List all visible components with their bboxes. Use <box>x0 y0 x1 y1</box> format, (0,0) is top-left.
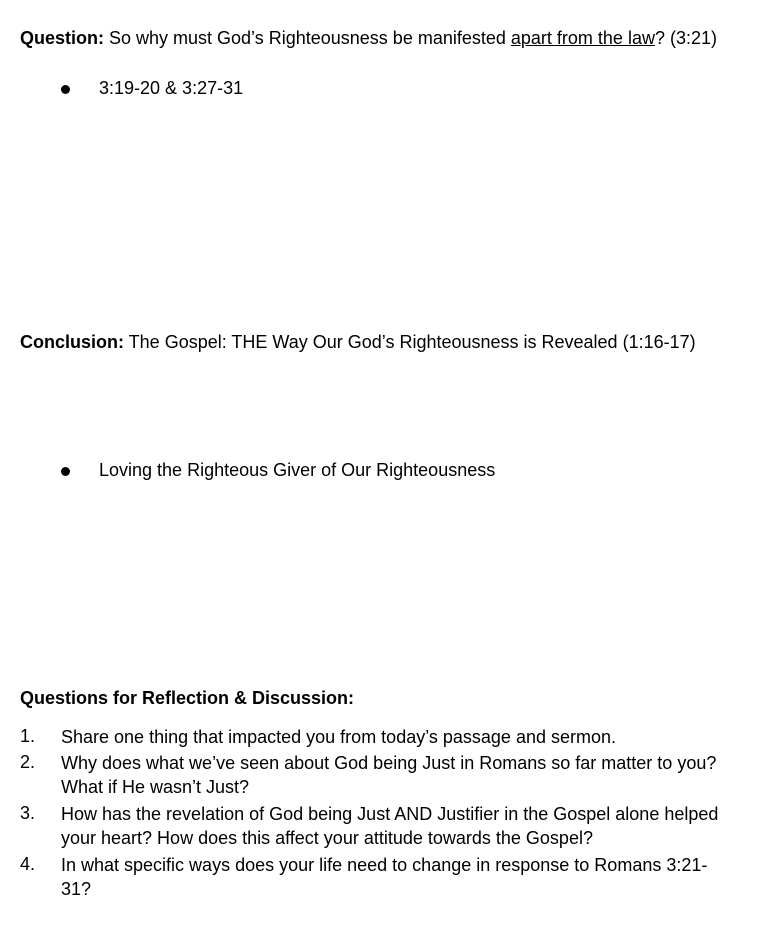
list-item-number: 3. <box>20 803 36 823</box>
list-item-line: 31? <box>61 879 92 899</box>
list-item-line: your heart? How does this affect your attitude towards the Gospel? <box>61 828 593 848</box>
conclusion-bullet: Loving the Righteous Giver of Our Righteousness <box>99 460 496 480</box>
list-item-line: In what specific ways does your life need to change in response to Romans 3:21- <box>61 855 708 875</box>
reflection-heading: Questions for Reflection & Discussion: <box>20 688 355 708</box>
conclusion-line <box>20 332 696 353</box>
bullet-icon <box>61 467 70 476</box>
question-bullet: 3:19-20 & 3:27-31 <box>99 78 244 98</box>
list-item-line: What if He wasn’t Just? <box>61 777 250 797</box>
list-item-line: Why does what we’ve seen about God being Just in Romans so far matter to you? <box>61 753 717 773</box>
conclusion-text: The Gospel: THE Way Our God’s Righteousness is Revealed (1:16-17) <box>124 332 696 352</box>
question-underlined-text: apart from the law <box>510 28 655 48</box>
question-line <box>20 28 717 49</box>
list-item-number: 1. <box>20 726 36 746</box>
conclusion-label: Conclusion: <box>20 332 124 352</box>
list-item-number: 4. <box>20 854 36 874</box>
question-text-after: ? (3:21) <box>654 28 717 48</box>
list-item-line: Share one thing that impacted you from today’s passage and sermon. <box>61 727 617 747</box>
question-label: Question: <box>20 28 104 48</box>
list-item-number: 2. <box>20 752 36 772</box>
bullet-icon <box>61 85 70 94</box>
question-text-before: So why must God’s Righteousness be manifested <box>104 28 511 48</box>
list-item-line: How has the revelation of God being Just AND Justifier in the Gospel alone helped <box>61 804 719 824</box>
